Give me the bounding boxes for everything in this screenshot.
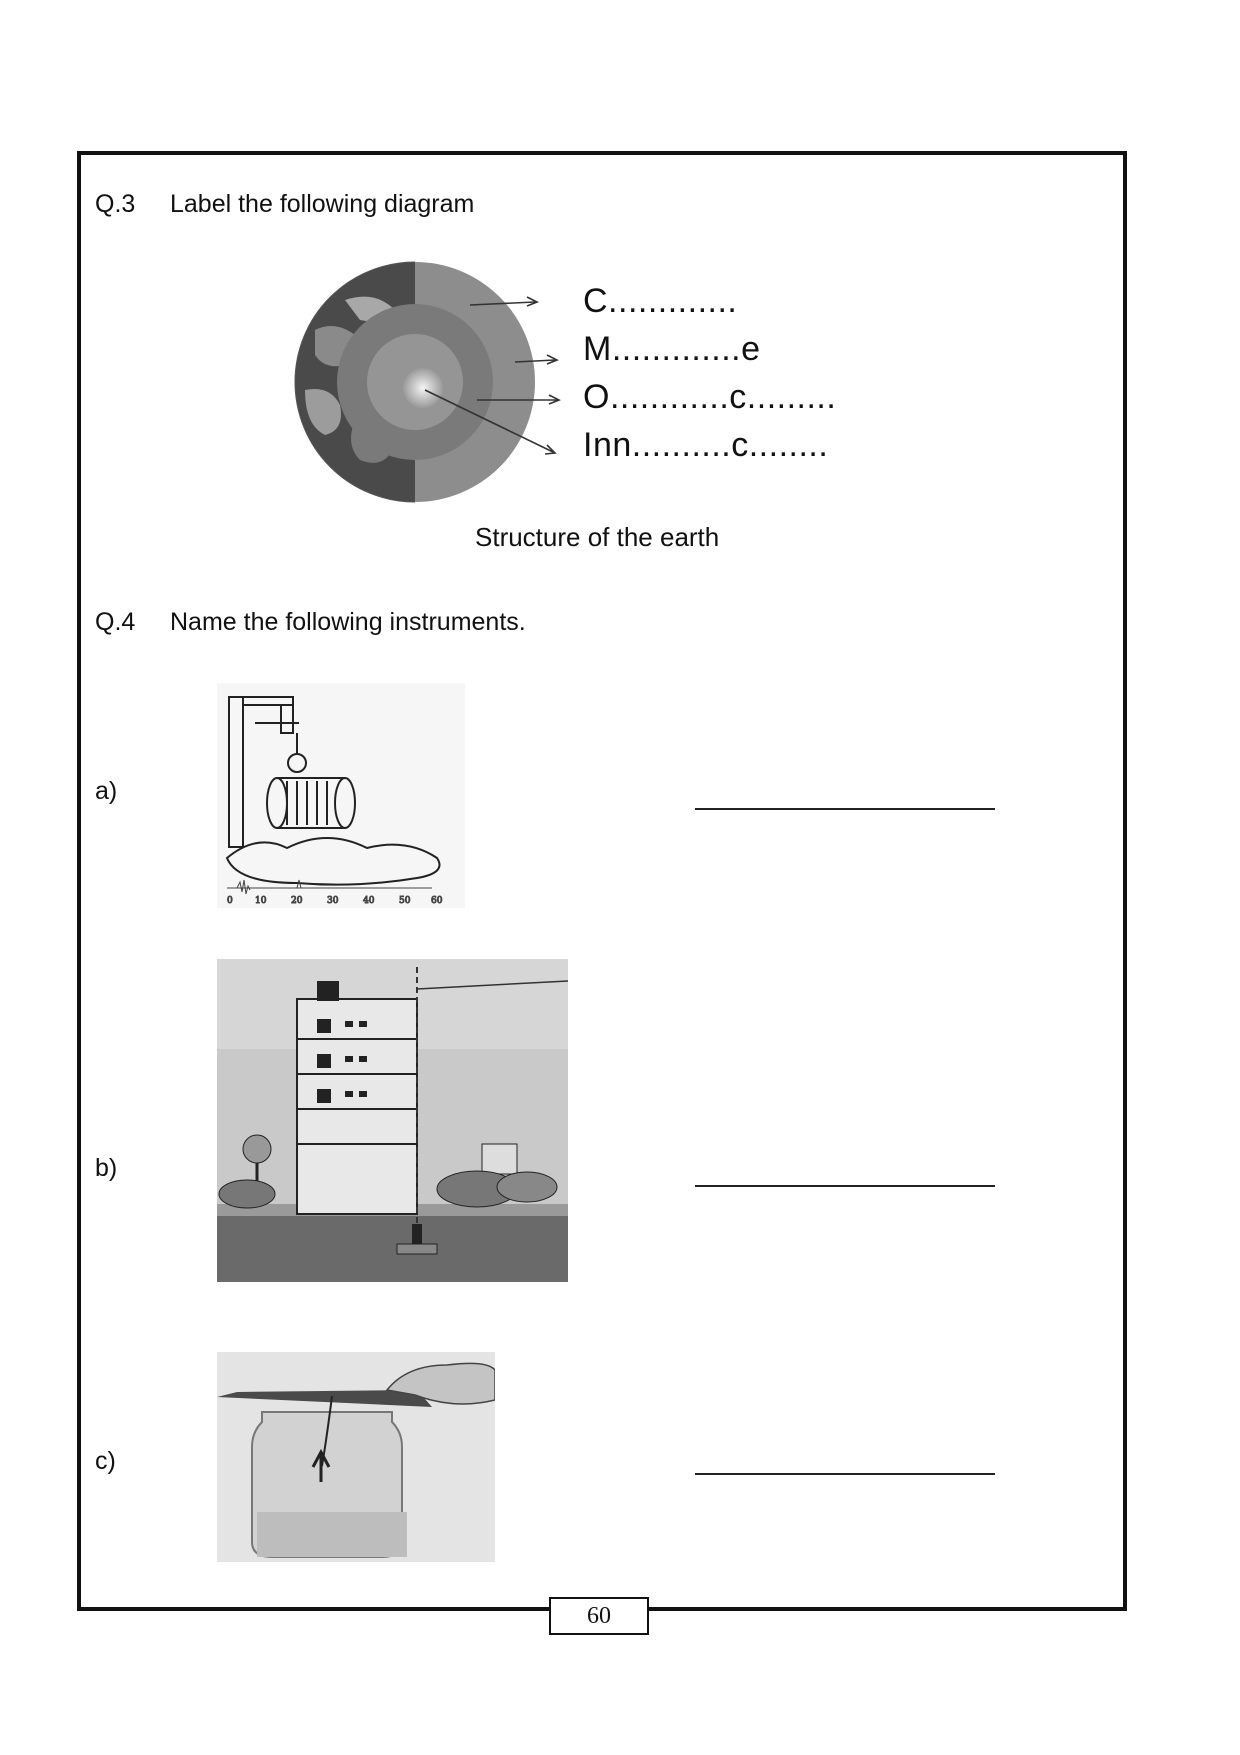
seismoscope-building-icon <box>217 959 568 1282</box>
svg-text:60: 60 <box>431 896 443 906</box>
label-mantle: M.............e <box>583 330 761 368</box>
answer-blank-c[interactable] <box>695 1473 995 1475</box>
label-inner-core: Inn..........c........ <box>583 426 829 464</box>
label-outer-core: O............c......... <box>583 378 837 416</box>
option-c-label: c) <box>95 1447 116 1475</box>
svg-text:30: 30 <box>327 896 339 906</box>
q3-number: Q.3 <box>95 190 136 218</box>
svg-text:0: 0 <box>227 896 233 906</box>
svg-text:50: 50 <box>399 896 411 906</box>
answer-blank-a[interactable] <box>695 808 995 810</box>
earth-structure-diagram <box>285 260 565 510</box>
option-b-label: b) <box>95 1154 118 1182</box>
svg-text:20: 20 <box>291 896 303 906</box>
q4-text: Name the following instruments. <box>170 608 526 636</box>
q3-text: Label the following diagram <box>170 190 475 218</box>
q4-number: Q.4 <box>95 608 136 636</box>
label-crust: C............. <box>583 282 738 320</box>
jar-pendulum-icon <box>217 1352 495 1562</box>
diagram-caption: Structure of the earth <box>475 522 720 552</box>
page-number: 60 <box>549 1597 649 1635</box>
answer-blank-b[interactable] <box>695 1185 995 1187</box>
option-a-label: a) <box>95 777 118 805</box>
inner-core-layer <box>403 368 443 408</box>
svg-text:10: 10 <box>255 896 267 906</box>
seismograph-icon <box>217 683 465 908</box>
svg-text:40: 40 <box>363 896 375 906</box>
